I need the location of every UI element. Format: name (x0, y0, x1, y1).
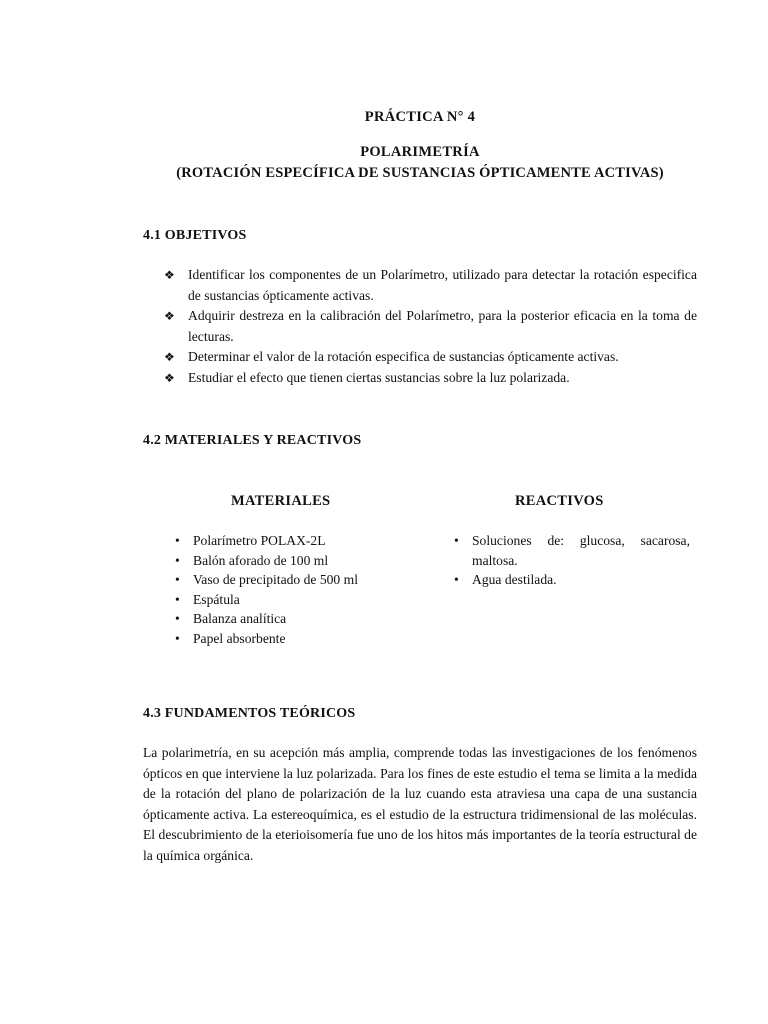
bullet-icon: • (175, 630, 180, 646)
material-text: Polarímetro POLAX-2L (193, 533, 326, 548)
materiales-column-heading: MATERIALES (231, 493, 331, 509)
practice-subtitle: POLARIMETRÍA (360, 144, 480, 160)
list-item (171, 570, 411, 590)
materiales-list (171, 531, 411, 649)
bullet-icon: • (454, 572, 459, 588)
objective-text: Adquirir destreza en la calibración del Polarímetro, para la posterior eficacia en la toma de lecturas. (188, 308, 697, 344)
reactivos-list (450, 531, 690, 590)
list-item (164, 368, 697, 389)
diamond-bullet-icon: ❖ (164, 309, 175, 324)
objectives-list (164, 265, 697, 389)
list-item (171, 531, 411, 551)
objective-text: Determinar el valor de la rotación especifica de sustancias ópticamente activas. (188, 349, 619, 365)
reactivo-text: Soluciones de: glucosa, sacarosa, maltosa. (472, 533, 690, 568)
list-item (171, 609, 411, 629)
bullet-icon: • (175, 533, 180, 548)
list-item (164, 265, 697, 306)
diamond-bullet-icon: ❖ (164, 268, 175, 282)
list-item (171, 590, 411, 610)
bullet-icon: • (175, 572, 180, 588)
material-text: Espátula (193, 591, 240, 607)
diamond-bullet-icon: ❖ (164, 350, 175, 365)
section-heading-fundamentos: 4.3 FUNDAMENTOS TEÓRICOS (143, 706, 356, 721)
section-heading-objetivos: 4.1 OBJETIVOS (143, 228, 247, 243)
reactivo-text: Agua destilada. (472, 572, 557, 588)
section-heading-materiales-reactivos: 4.2 MATERIALES Y REACTIVOS (143, 433, 362, 448)
diamond-bullet-icon: ❖ (164, 370, 175, 385)
material-text: Vaso de precipitado de 500 ml (193, 572, 358, 588)
list-item (171, 551, 411, 571)
fundamentos-paragraph: La polarimetría, en su acepción más amplia, comprende todas las investigaciones de los fenómenos ópticos en que interviene la luz polarizada. Para los fines de este estudio el tema se limita a la medida de la rotación del plano de polarización de la luz cuando esta atraviesa una capa de una sustancia ópticamente activa. La estereoquímica, es el estudio de la estructura tridimensional de las moléculas. El descubrimiento de la eterioisomería fue uno de los hitos más importantes de la teoría estructural de la química orgánica. (143, 745, 697, 863)
list-item (164, 306, 697, 347)
list-item (164, 347, 697, 368)
bullet-icon: • (175, 552, 180, 568)
reactivos-column-heading: REACTIVOS (515, 493, 604, 509)
bullet-icon: • (454, 533, 459, 548)
material-text: Papel absorbente (193, 630, 286, 646)
bullet-icon: • (175, 591, 180, 607)
objective-text: Estudiar el efecto que tienen ciertas sustancias sobre la luz polarizada. (188, 369, 570, 385)
list-item (171, 629, 411, 649)
material-text: Balón aforado de 100 ml (193, 552, 329, 568)
bullet-icon: • (175, 611, 180, 627)
practice-title: PRÁCTICA N° 4 (364, 109, 476, 125)
material-text: Balanza analítica (193, 611, 287, 627)
objective-text: Identificar los componentes de un Polarímetro, utilizado para detectar la rotación especifica de sustancias ópticamente activas. (188, 267, 697, 303)
list-item (450, 531, 690, 570)
practice-subtitle-detail: (ROTACIÓN ESPECÍFICA DE SUSTANCIAS ÓPTICAMENTE ACTIVAS) (176, 165, 664, 181)
list-item (450, 570, 690, 590)
